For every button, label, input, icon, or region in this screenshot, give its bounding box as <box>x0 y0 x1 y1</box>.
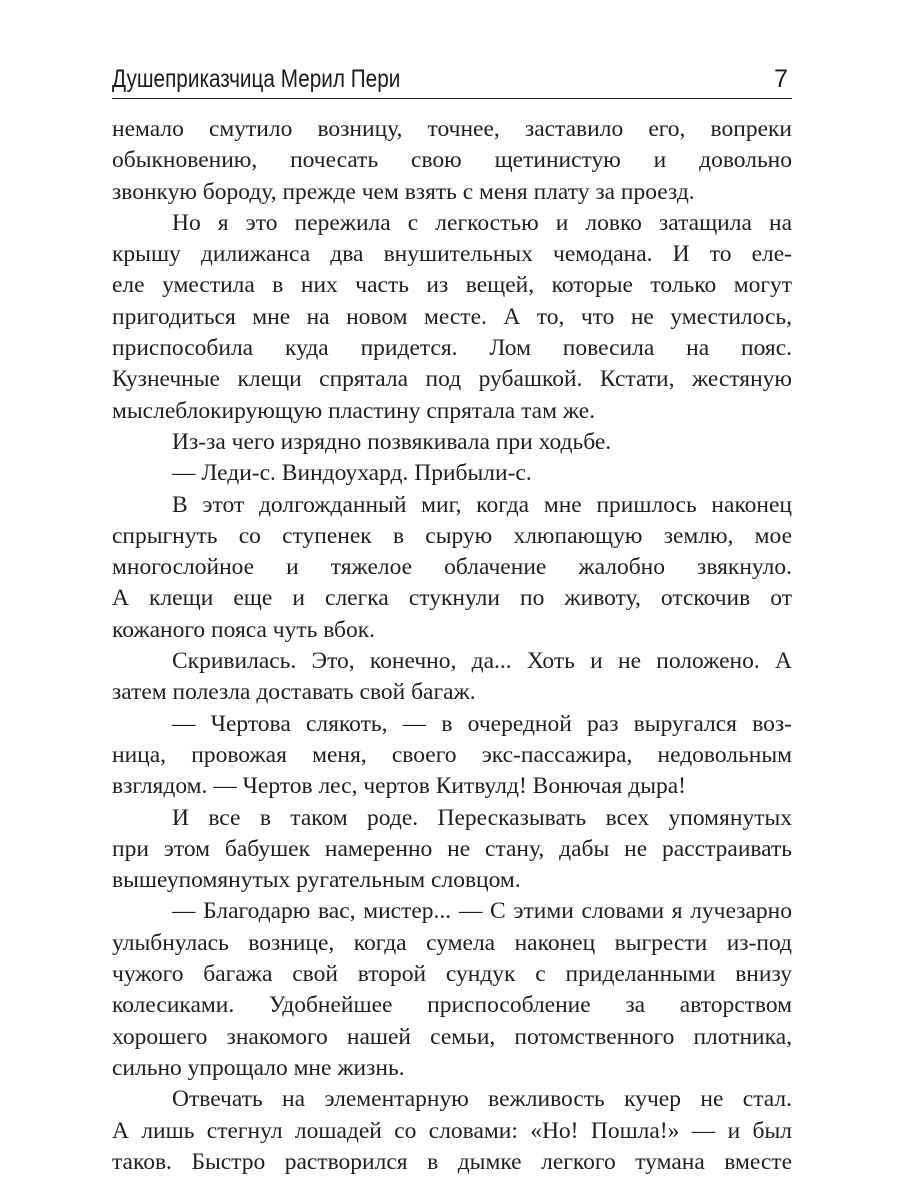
text-line: Отвечать на элементарную вежливость кучер не стал. <box>172 1086 792 1113</box>
running-title: Душеприказчица Мерил Пери <box>112 65 401 93</box>
text-line: обыкновению, почесать свою щетинистую и довольно <box>112 147 792 174</box>
text-line: звонкую бороду, прежде чем взять с меня плату за проезд. <box>112 178 695 205</box>
text-line: чужого багажа свой второй сундук с приделанными внизу <box>112 961 792 988</box>
text-line: хорошего знакомого нашей семьи, потомственного плотника, <box>112 1023 792 1050</box>
text-line: немало смутило возницу, точнее, заставило его, вопреки <box>112 116 792 142</box>
body-text <box>112 114 792 1178</box>
text-line: А клещи еще и слегка стукнули по животу, отскочив от <box>112 585 792 612</box>
text-line: взглядом. — Чертов лес, чертов Китвулд! Вонючая дыра! <box>112 773 686 800</box>
text-line: пригодиться мне на новом месте. А то, что не уместилось, <box>112 303 792 330</box>
text-line: мыслеблокирующую пластину спрятала там же. <box>112 397 596 424</box>
text-line: таков. Быстро растворился в дымке легкого тумана вместе <box>112 1148 792 1175</box>
text-line: ница, провожая меня, своего экс-пассажира, недовольным <box>112 741 792 768</box>
header-rule <box>112 98 792 99</box>
text-line: Из-за чего изрядно позвякивала при ходьбе. <box>172 428 612 455</box>
text-line: А лишь стегнул лошадей со словами: «Но! Пошла!» — и был <box>112 1117 792 1144</box>
text-line: спрыгнуть со ступенек в сырую хлюпающую землю, мое <box>112 522 792 549</box>
text-line: при этом бабушек намеренно не стану, дабы не расстраивать <box>112 835 792 862</box>
text-line: вышеупомянутых ругательным словцом. <box>112 867 521 894</box>
text-line: кожаного пояса чуть вбок. <box>112 616 375 643</box>
page-number: 7 <box>774 65 788 93</box>
running-header <box>112 58 792 98</box>
text-line: И все в таком роде. Пересказывать всех упомянутых <box>172 804 792 831</box>
text-line: еле уместила в них часть из вещей, которые только могут <box>112 272 792 299</box>
text-line: затем полезла доставать свой багаж. <box>112 679 476 706</box>
text-line: Кузнечные клещи спрятала под рубашкой. Кстати, жестяную <box>112 366 792 393</box>
text-line: приспособила куда придется. Лом повесила на пояс. <box>112 335 792 362</box>
text-line: улыбнулась вознице, когда сумела наконец выгрести из-под <box>112 929 792 956</box>
text-line: крышу дилижанса два внушительных чемодана. И то еле- <box>112 241 792 268</box>
text-line: колесиками. Удобнейшее приспособление за авторством <box>112 992 792 1019</box>
text-line: многослойное и тяжелое облачение жалобно звякнуло. <box>112 554 792 581</box>
text-line: — Благодарю вас, мистер... — С этими словами я лучезарно <box>172 898 792 925</box>
text-line: Но я это пережила с легкостью и ловко затащила на <box>172 209 792 236</box>
text-line: — Чертова слякоть, — в очередной раз выругался воз- <box>172 710 792 737</box>
text-line: — Леди-с. Виндоухард. Прибыли-с. <box>172 460 532 487</box>
text-line: В этот долгожданный миг, когда мне пришлось наконец <box>172 491 792 518</box>
text-line: Скривилась. Это, конечно, да... Хоть и не положено. А <box>172 648 792 675</box>
text-line: сильно упрощало мне жизнь. <box>112 1054 405 1081</box>
